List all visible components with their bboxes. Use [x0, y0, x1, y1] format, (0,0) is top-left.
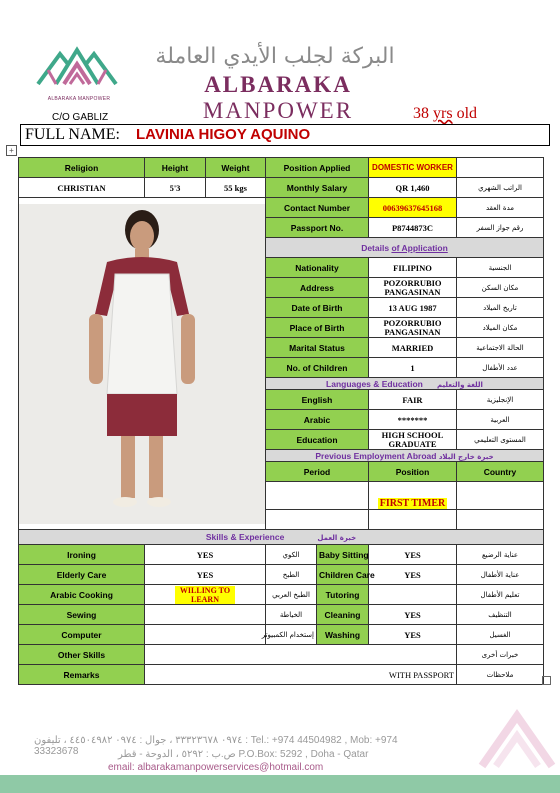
computer-value [145, 625, 266, 645]
date-of-birth-label: Date of Birth [266, 298, 369, 318]
religion-label: Religion [19, 158, 145, 178]
applicant-photo-cell [19, 198, 266, 530]
place-of-birth-arabic: مكان الميلاد [457, 318, 544, 338]
skills-heading-text: Skills & Experience [205, 532, 285, 542]
period-cell-2 [266, 510, 369, 530]
baby-sitting-label: Baby Sitting [317, 545, 369, 565]
languages-heading-arabic: اللغة والتعليم [437, 380, 483, 389]
baby-sitting-arabic: عناية الرضيع [457, 545, 544, 565]
other-skills-arabic: خبرات أخرى [457, 645, 544, 665]
children-value: 1 [369, 358, 457, 378]
languages-heading-text: Languages & Education [326, 378, 423, 389]
height-value: 5'3 [145, 178, 206, 198]
contact-number-label: Contact Number [266, 198, 369, 218]
height-label: Height [145, 158, 206, 178]
sewing-value [145, 605, 266, 625]
education-value: HIGH SCHOOL GRADUATE [369, 430, 457, 450]
position-applied-label: Position Applied [266, 158, 369, 178]
salary-arabic: الراتب الشهري [457, 178, 544, 198]
footer-phone: ٠٩٧٤ ٣٣٣٢٣٦٧٨ ، جوال : ٠٩٧٤ ٤٤٥٠٤٩٨٢ ، تليفون : Tel.: +974 44504982 , Mob: +974 33323678 [34, 735, 398, 757]
computer-arabic: إستخدام الكمبيوتر [266, 625, 317, 645]
company-name-rest: MANPOWER [202, 98, 354, 123]
employment-heading-text: Previous Employment Abroad [315, 450, 437, 461]
company-logo [34, 40, 120, 104]
baby-sitting-value: YES [369, 545, 457, 565]
skills-heading-arabic: خبرة العمل [317, 534, 357, 542]
age-label [413, 105, 477, 123]
address-arabic: مكان السكن [457, 278, 544, 298]
other-skills-label: Other Skills [19, 645, 145, 665]
footer-watermark-logo [482, 696, 552, 766]
sewing-label: Sewing [19, 605, 145, 625]
arabic-cooking-value-cell [145, 585, 266, 605]
cleaning-value: YES [369, 605, 457, 625]
position-empty-cell [457, 158, 544, 178]
application-form-table [18, 157, 544, 685]
arabic-language-label: Arabic [266, 410, 369, 430]
children-care-value: YES [369, 565, 457, 585]
place-of-birth-value: POZORRUBIO PANGASINAN [369, 318, 457, 338]
children-care-arabic: عناية الأطفال [457, 565, 544, 585]
english-value: FAIR [369, 390, 457, 410]
position-cell-2 [369, 510, 457, 530]
arabic-cooking-value: WILLING TO LEARN [175, 586, 235, 604]
contact-number-arabic: مدة العقد [457, 198, 544, 218]
first-timer-cell [369, 482, 457, 510]
cleaning-arabic: التنظيف [457, 605, 544, 625]
cleaning-label: Cleaning [317, 605, 369, 625]
age-old: old [456, 105, 478, 122]
english-arabic: الإنجليزية [457, 390, 544, 410]
children-arabic: عدد الأطفال [457, 358, 544, 378]
ironing-label: Ironing [19, 545, 145, 565]
full-name-label: FULL NAME: [25, 126, 120, 143]
date-of-birth-value: 13 AUG 1987 [369, 298, 457, 318]
company-name-arabic: البركة لجلب الأيدي العاملة [155, 44, 395, 69]
elderly-care-arabic: الطبخ [266, 565, 317, 585]
arabic-cooking-arabic: الطبخ العربي [266, 585, 317, 605]
country-cell-2 [457, 510, 544, 530]
ironing-arabic: الكوي [266, 545, 317, 565]
age-number: 38 [413, 105, 429, 122]
date-of-birth-arabic: تاريخ الميلاد [457, 298, 544, 318]
details-application-heading [266, 238, 544, 258]
footer-email[interactable]: email: albarakamanpowerservices@hotmail.com [108, 762, 324, 773]
nationality-arabic: الجنسية [457, 258, 544, 278]
passport-label: Passport No. [266, 218, 369, 238]
marital-status-value: MARRIED [369, 338, 457, 358]
weight-label: Weight [206, 158, 266, 178]
country-header: Country [457, 462, 544, 482]
period-cell [266, 482, 369, 510]
english-label: English [266, 390, 369, 410]
full-name-box [20, 124, 550, 146]
company-name-english [128, 72, 428, 124]
age-yrs: yrs [433, 105, 453, 122]
applicant-photo [19, 204, 265, 524]
footer-bar [0, 775, 560, 793]
computer-label: Computer [19, 625, 145, 645]
table-move-handle-icon[interactable]: + [6, 145, 17, 156]
weight-value: 55 kgs [206, 178, 266, 198]
other-skills-value [145, 645, 457, 665]
tutoring-value [369, 585, 457, 605]
washing-value: YES [369, 625, 457, 645]
address-label: Address [266, 278, 369, 298]
footer-address: ص.ب : ٥٢٩٢ ، الدوحة - قطر P.O.Box: 5292 , Doha - Qatar [118, 749, 369, 760]
tutoring-arabic: تعليم الأطفال [457, 585, 544, 605]
care-of: C/O GABLIZ [52, 112, 109, 123]
languages-heading [266, 378, 544, 390]
company-name-bold: ALBARAKA [204, 72, 352, 97]
religion-value: CHRISTIAN [19, 178, 145, 198]
employment-heading-arabic: خبرة خارج البلاد [438, 452, 494, 461]
details-heading-link: of Application [391, 242, 448, 253]
logo-subtitle: ALBARAKA MANPOWER [47, 96, 111, 102]
sewing-arabic: الخياطة [266, 605, 317, 625]
place-of-birth-label: Place of Birth [266, 318, 369, 338]
passport-value: P8744873C [369, 218, 457, 238]
nationality-label: Nationality [266, 258, 369, 278]
address-value: POZORRUBIO PANGASINAN [369, 278, 457, 298]
tutoring-label: Tutoring [317, 585, 369, 605]
remarks-arabic: ملاحظات [457, 665, 544, 685]
elderly-care-label: Elderly Care [19, 565, 145, 585]
children-label: No. of Children [266, 358, 369, 378]
details-heading-prefix: Details [361, 242, 392, 253]
employment-heading [266, 450, 544, 462]
arabic-cooking-label: Arabic Cooking [19, 585, 145, 605]
washing-arabic: الغسيل [457, 625, 544, 645]
washing-label: Washing [317, 625, 369, 645]
arabic-language-value: ******* [369, 410, 457, 430]
first-timer-value: FIRST TIMER [379, 498, 446, 509]
skills-heading [19, 530, 544, 545]
position-header: Position [369, 462, 457, 482]
remarks-label: Remarks [19, 665, 145, 685]
period-header: Period [266, 462, 369, 482]
table-resize-handle[interactable] [542, 676, 551, 685]
remarks-value: WITH PASSPORT [145, 665, 457, 685]
education-arabic: المستوى التعليمي [457, 430, 544, 450]
passport-arabic: رقم جواز السفر [457, 218, 544, 238]
education-label: Education [266, 430, 369, 450]
arabic-language-arabic: العربية [457, 410, 544, 430]
nationality-value: FILIPINO [369, 258, 457, 278]
full-name-value: LAVINIA HIGOY AQUINO [136, 126, 311, 143]
salary-label: Monthly Salary [266, 178, 369, 198]
country-cell [457, 482, 544, 510]
contact-number-value: 00639637645168 [369, 198, 457, 218]
salary-value: QR 1,460 [369, 178, 457, 198]
ironing-value: YES [145, 545, 266, 565]
marital-status-label: Marital Status [266, 338, 369, 358]
elderly-care-value: YES [145, 565, 266, 585]
position-applied-value: DOMESTIC WORKER [369, 158, 457, 178]
children-care-label: Children Care [317, 565, 369, 585]
marital-status-arabic: الحالة الاجتماعية [457, 338, 544, 358]
